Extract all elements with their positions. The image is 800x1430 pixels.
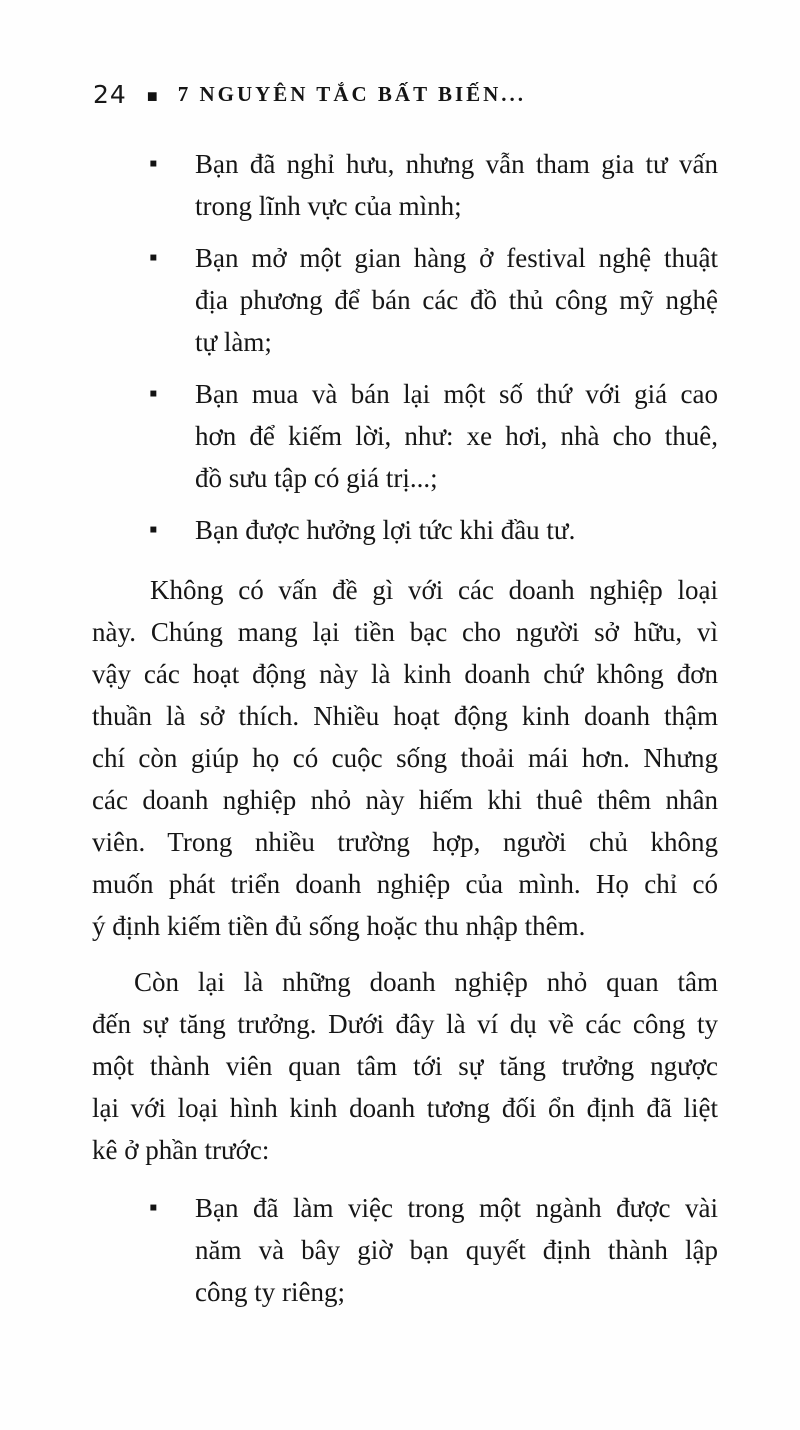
bullet-item: [92, 143, 718, 227]
bullet-text: [195, 1187, 718, 1313]
text-line: công ty riêng;: [195, 1277, 345, 1307]
text-line: hơn để kiếm lời, như: xe hơi, nhà cho thuê,: [195, 421, 718, 451]
paragraph: [92, 961, 718, 1171]
bullet-text: [195, 143, 718, 227]
bullet-text: [195, 373, 718, 499]
text-line: thuần là sở thích. Nhiều hoạt động kinh doanh thậm: [92, 701, 718, 731]
text-line: Còn lại là những doanh nghiệp nhỏ quan tâm: [134, 967, 718, 997]
text-line: Không có vấn đề gì với các doanh nghiệp loại: [150, 575, 718, 605]
square-separator-icon: ■: [146, 85, 158, 106]
text-line: trong lĩnh vực của mình;: [195, 191, 462, 221]
text-line: viên. Trong nhiều trường hợp, người chủ không: [92, 827, 718, 857]
bullet-text: [195, 237, 718, 363]
text-line: ý định kiếm tiền đủ sống hoặc thu nhập thêm.: [92, 911, 586, 941]
text-line: đến sự tăng trưởng. Dưới đây là ví dụ về các công ty: [92, 1009, 718, 1039]
text-line: Bạn mua và bán lại một số thứ với giá cao: [195, 379, 718, 409]
text-line: vậy các hoạt động này là kinh doanh chứ không đơn: [92, 659, 718, 689]
text-line: này. Chúng mang lại tiền bạc cho người sở hữu, vì: [92, 617, 718, 647]
bullet-text: [195, 509, 718, 551]
bullet-item: [92, 373, 718, 499]
bullet-marker-icon: ▪: [149, 1195, 158, 1221]
text-line: Bạn đã làm việc trong một ngành được vài: [195, 1193, 718, 1223]
bullet-item: [92, 1187, 718, 1313]
bullet-item: [92, 509, 718, 551]
page-header: [93, 80, 526, 109]
text-line: muốn phát triển doanh nghiệp của mình. Họ chỉ có: [92, 869, 718, 899]
text-line: chí còn giúp họ có cuộc sống thoải mái hơn. Nhưng: [92, 743, 718, 773]
bullet-item: [92, 237, 718, 363]
text-line: địa phương để bán các đồ thủ công mỹ nghệ: [195, 285, 718, 315]
text-line: tự làm;: [195, 327, 272, 357]
text-line: một thành viên quan tâm tới sự tăng trưởng ngược: [92, 1051, 718, 1081]
text-line: đồ sưu tập có giá trị...;: [195, 463, 438, 493]
running-title: 7 NGUYÊN TẮC BẤT BIẾN...: [177, 82, 527, 106]
bullet-marker-icon: ▪: [149, 517, 158, 543]
bullet-marker-icon: ▪: [149, 245, 158, 271]
text-line: Bạn đã nghỉ hưu, nhưng vẫn tham gia tư vấn: [195, 149, 718, 179]
bullet-marker-icon: ▪: [149, 381, 158, 407]
page-body: [92, 143, 718, 1313]
text-line: các doanh nghiệp nhỏ này hiếm khi thuê thêm nhân: [92, 785, 718, 815]
text-line: Bạn được hưởng lợi tức khi đầu tư.: [195, 515, 576, 545]
paragraph: [92, 569, 718, 947]
text-line: năm và bây giờ bạn quyết định thành lập: [195, 1235, 718, 1265]
text-line: kê ở phần trước:: [92, 1135, 270, 1165]
text-line: lại với loại hình kinh doanh tương đối ổn định đã liệt: [92, 1093, 718, 1123]
bullet-marker-icon: ▪: [149, 151, 158, 177]
page-number: 24: [93, 80, 127, 109]
text-line: Bạn mở một gian hàng ở festival nghệ thuật: [195, 243, 718, 273]
